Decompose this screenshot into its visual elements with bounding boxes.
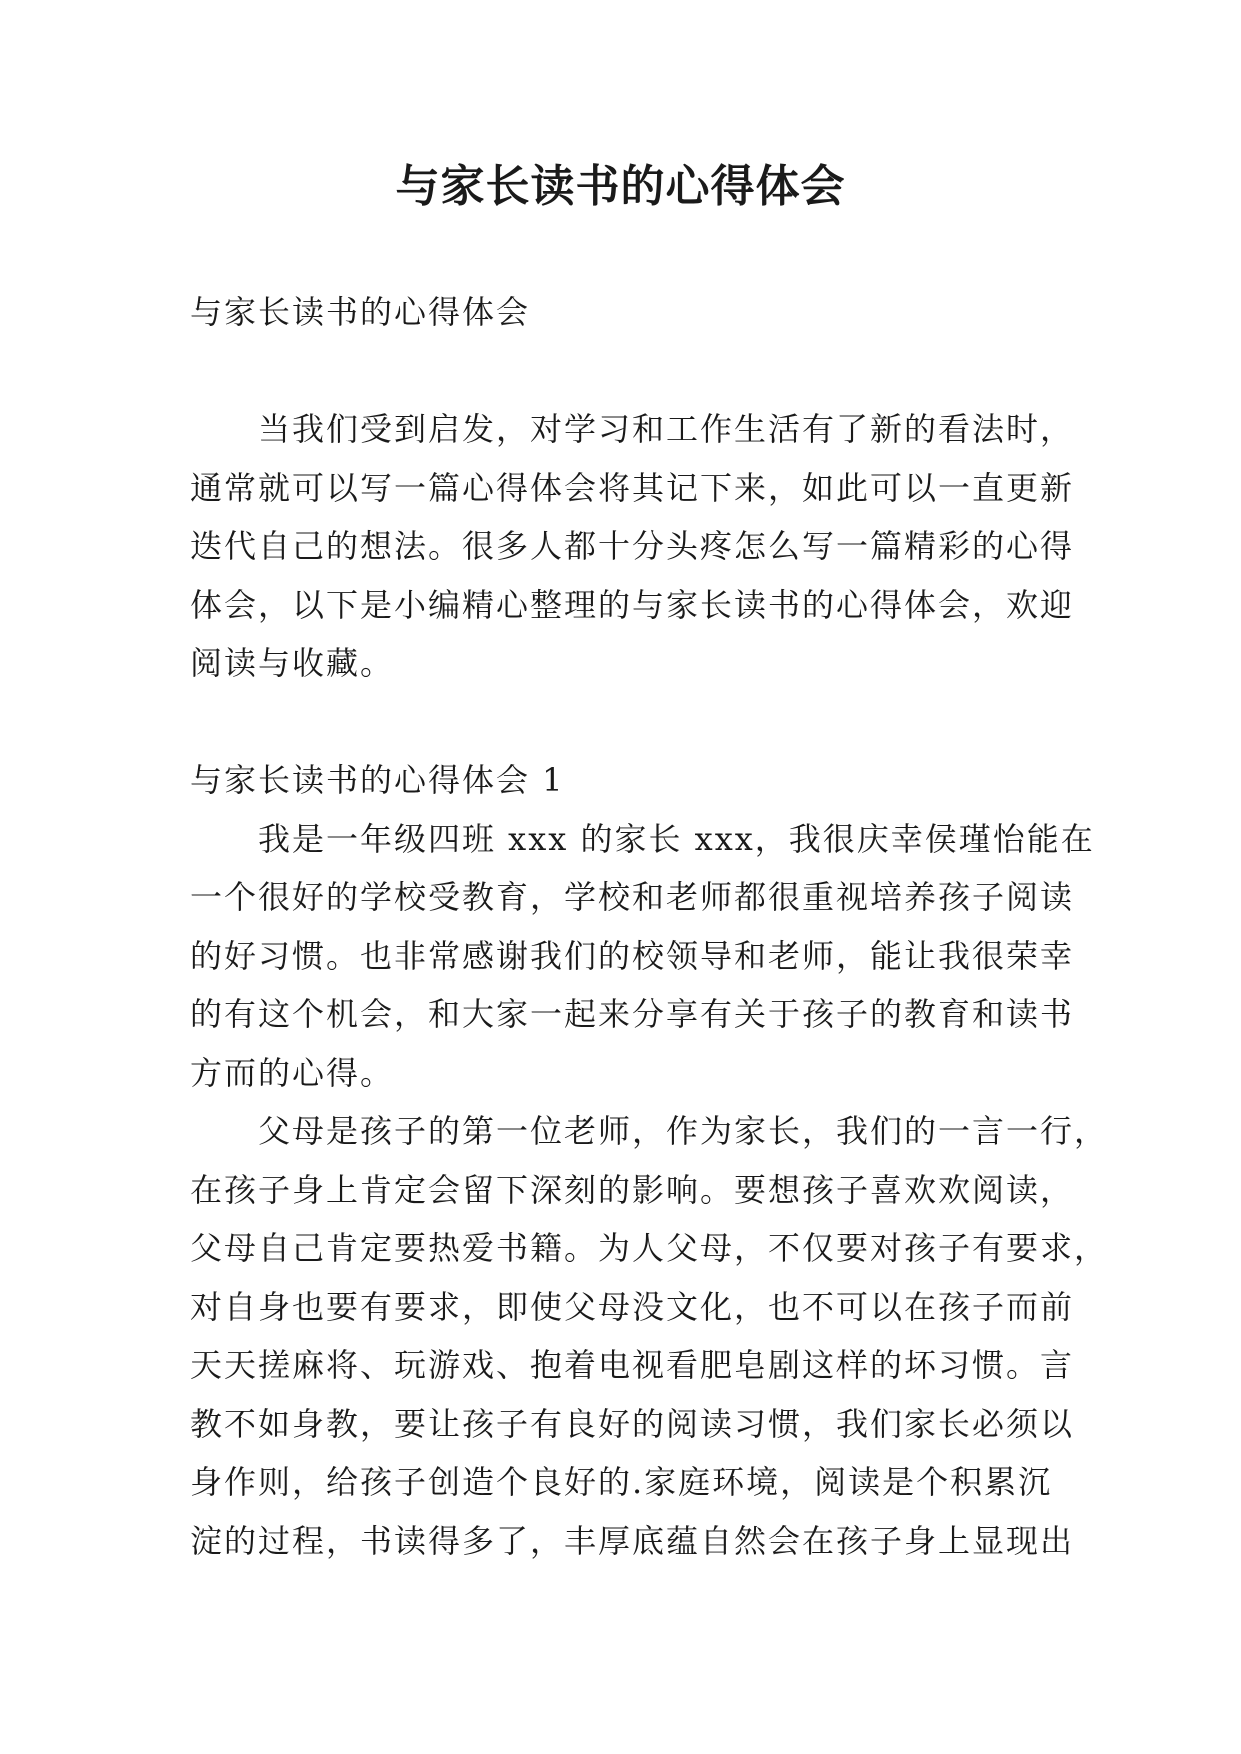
text-line: 通常就可以写一篇心得体会将其记下来，如此可以一直更新 [190, 468, 1075, 507]
paragraph-2 [190, 1102, 1109, 1570]
spacer [190, 693, 1060, 752]
document-subtitle: 与家长读书的心得体会 [190, 293, 531, 331]
document-body [190, 283, 1109, 1570]
text-line: 父母是孩子的第一位老师，作为家长，我们的一言一行， [190, 1112, 1109, 1150]
text-line: 我是一年级四班 xxx 的家长 xxx，我很庆幸侯瑾怡能在 [190, 819, 1095, 858]
intro-paragraph [190, 400, 1075, 693]
text-line: 体会，以下是小编精心整理的与家长读书的心得体会，欢迎 [190, 585, 1075, 624]
text-line: 父母自己肯定要热爱书籍。为人父母，不仅要对孩子有要求， [190, 1229, 1109, 1267]
text-line: 的好习惯。也非常感谢我们的校领导和老师，能让我很荣幸 [190, 936, 1075, 975]
document-title: 与家长读书的心得体会 [395, 161, 846, 212]
text-line: 教不如身教，要让孩子有良好的阅读习惯，我们家长必须以 [190, 1404, 1075, 1443]
text-line: 天天搓麻将、玩游戏、抱着电视看肥皂剧这样的坏习惯。言 [190, 1346, 1075, 1384]
text-line: 方而的心得。 [190, 1053, 395, 1092]
text-line: 迭代自己的想法。很多人都十分头疼怎么写一篇精彩的心得 [190, 527, 1075, 565]
text-line: 一个很好的学校受教育，学校和老师都很重视培养孩子阅读 [190, 878, 1075, 916]
paragraph-1 [190, 810, 1095, 1103]
text-line: 的有这个机会，和大家一起来分享有关于孩子的教育和读书 [190, 995, 1075, 1033]
text-line: 阅读与收藏。 [190, 644, 395, 682]
section-heading: 与家长读书的心得体会 1 [190, 761, 565, 799]
spacer [190, 342, 1060, 401]
text-line: 当我们受到启发，对学习和工作生活有了新的看法时， [190, 410, 1075, 448]
text-line: 对自身也要有要求，即使父母没文化，也不可以在孩子而前 [190, 1287, 1075, 1326]
text-line: 淀的过程，书读得多了，丰厚底蕴自然会在孩子身上显现出 [190, 1521, 1075, 1560]
text-line: 身作则，给孩子创造个良好的.家庭环境，阅读是个积累沉 [190, 1463, 1053, 1501]
text-line: 在孩子身上肯定会留下深刻的影响。要想孩子喜欢欢阅读， [190, 1170, 1075, 1209]
